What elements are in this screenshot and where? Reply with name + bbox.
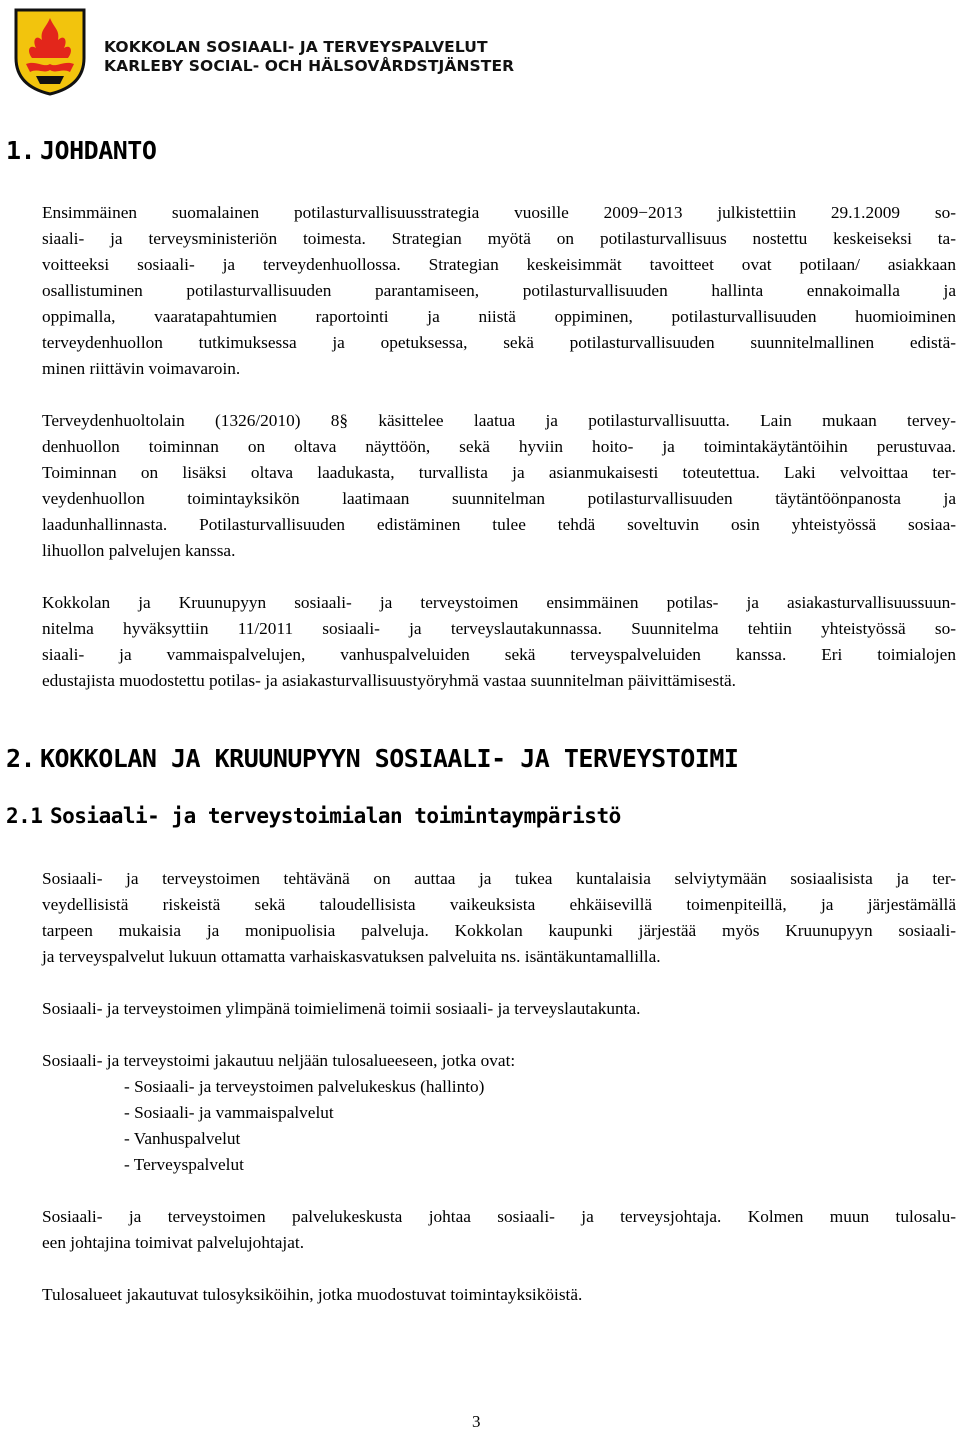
paragraph [42,1282,956,1308]
text-line: oppimalla, vaaratapahtumien raportointi ja niistä oppiminen, potilasturvallisuuden huomioiminen [42,307,956,326]
text-line: denhuollon toiminnan on oltava näyttöön, sekä hyviin hoito- ja toimintakäytäntöihin perustuvaa. [42,437,956,456]
paragraph [42,590,956,694]
text-line: Sosiaali- ja terveystoimen ylimpänä toimielimenä toimii sosiaali- ja terveyslautakunta. [42,999,641,1018]
paragraph [42,866,956,970]
paragraph [42,1048,956,1074]
text-line: Ensimmäinen suomalainen potilasturvallisuusstrategia vuosille 2009−2013 julkistettiin 29.1.2009 so- [42,203,956,222]
paragraph [42,1204,956,1256]
section-2-1-heading [6,804,621,828]
paragraph [42,200,956,382]
text-line: veydenhuollon toimintayksikön laatimaan suunnitelman potilasturvallisuuden täytäntöönpanosta ja [42,489,956,508]
text-line: veydellisistä riskeistä sekä taloudellisista vaikeuksista ehkäisevillä toimenpiteillä, ja järjestämällä [42,895,956,914]
organization-name-sv: KARLEBY SOCIAL- OCH HÄLSOVÅRDSTJÄNSTER [104,57,515,75]
text-line: osallistuminen potilasturvallisuuden parantamiseen, potilasturvallisuuden hallinta ennakoimalla ja [42,281,956,300]
list-item: - Vanhuspalvelut [124,1129,241,1148]
document-header [10,6,950,98]
section-number: 2. [6,744,36,773]
text-line: Terveydenhuoltolain (1326/2010) 8§ käsittelee laatua ja potilasturvallisuutta. Lain mukaan tervey- [42,411,956,430]
paragraph [42,408,956,564]
organization-name-fi: KOKKOLAN SOSIAALI- JA TERVEYSPALVELUT [104,38,488,56]
list-item: - Sosiaali- ja vammaispalvelut [124,1103,334,1122]
paragraph [42,996,956,1022]
text-line: laadunhallinnasta. Potilasturvallisuuden edistäminen tulee tehdä soveltuvin osin yhteistyössä sosiaa- [42,515,956,534]
section-title: Sosiaali- ja terveystoimialan toimintaympäristö [50,804,621,828]
list-item: - Sosiaali- ja terveystoimen palvelukeskus (hallinto) [124,1077,485,1096]
organization-name [104,38,514,76]
page-number: 3 [472,1412,481,1431]
section-1-heading [6,136,156,165]
text-line: Sosiaali- ja terveystoimen tehtävänä on auttaa ja tukea kuntalaisia selviytymään sosiaalisista ja ter- [42,869,956,888]
text-line: terveydenhuollon tutkimuksessa ja opetuksessa, sekä potilasturvallisuuden suunnitelmallinen edistä- [42,333,956,352]
text-line: nitelma hyväksyttiin 11/2011 sosiaali- ja terveyslautakunnassa. Suunnitelma tehtiin yhteistyössä so- [42,619,956,638]
section-number: 2.1 [6,804,43,828]
text-line: voitteeksi sosiaali- ja terveydenhuollossa. Strategian keskeisimmät tavoitteet ovat potilaan/ asiakkaan [42,255,956,274]
section-title: JOHDANTO [40,136,157,165]
list-item: - Terveyspalvelut [124,1155,244,1174]
section-title: KOKKOLAN JA KRUUNUPYYN SOSIAALI- JA TERVEYSTOIMI [40,744,739,773]
text-line: minen riittävin voimavaroin. [42,359,241,378]
text-line: Sosiaali- ja terveystoimen palvelukeskusta johtaa sosiaali- ja terveysjohtaja. Kolmen muun tulosalu- [42,1207,956,1226]
text-line: tarpeen mukaisia ja monipuolisia palveluja. Kokkolan kaupunki järjestää myös Kruunupyyn sosiaali- [42,921,956,940]
coat-of-arms-logo [10,6,90,96]
text-line: edustajista muodostettu potilas- ja asiakasturvallisuustyöryhmä vastaa suunnitelman päivittämisestä. [42,671,736,690]
text-line: Sosiaali- ja terveystoimi jakautuu neljään tulosalueeseen, jotka ovat: [42,1051,516,1070]
text-line: lihuollon palvelujen kanssa. [42,541,236,560]
text-line: Toiminnan on lisäksi oltava laadukasta, turvallista ja asianmukaisesti toteutettua. Laki velvoittaa ter- [42,463,956,482]
text-line: ja terveyspalvelut lukuun ottamatta varhaiskasvatuksen palveluita ns. isäntäkuntamallilla. [42,947,661,966]
section-2-heading [6,744,738,773]
text-line: siaali- ja terveysministeriön toimesta. Strategian myötä on potilasturvallisuus nostettu keskeiseksi ta- [42,229,956,248]
text-line: Tulosalueet jakautuvat tulosyksiköihin, jotka muodostuvat toimintayksiköistä. [42,1285,583,1304]
tulosalue-list [124,1074,484,1178]
text-line: siaali- ja vammaispalvelujen, vanhuspalveluiden sekä terveyspalveluiden kanssa. Eri toimialojen [42,645,956,664]
section-number: 1. [6,136,36,165]
text-line: een johtajina toimivat palvelujohtajat. [42,1233,305,1252]
text-line: Kokkolan ja Kruunupyyn sosiaali- ja terveystoimen ensimmäinen potilas- ja asiakasturvallisuussuun- [42,593,956,612]
